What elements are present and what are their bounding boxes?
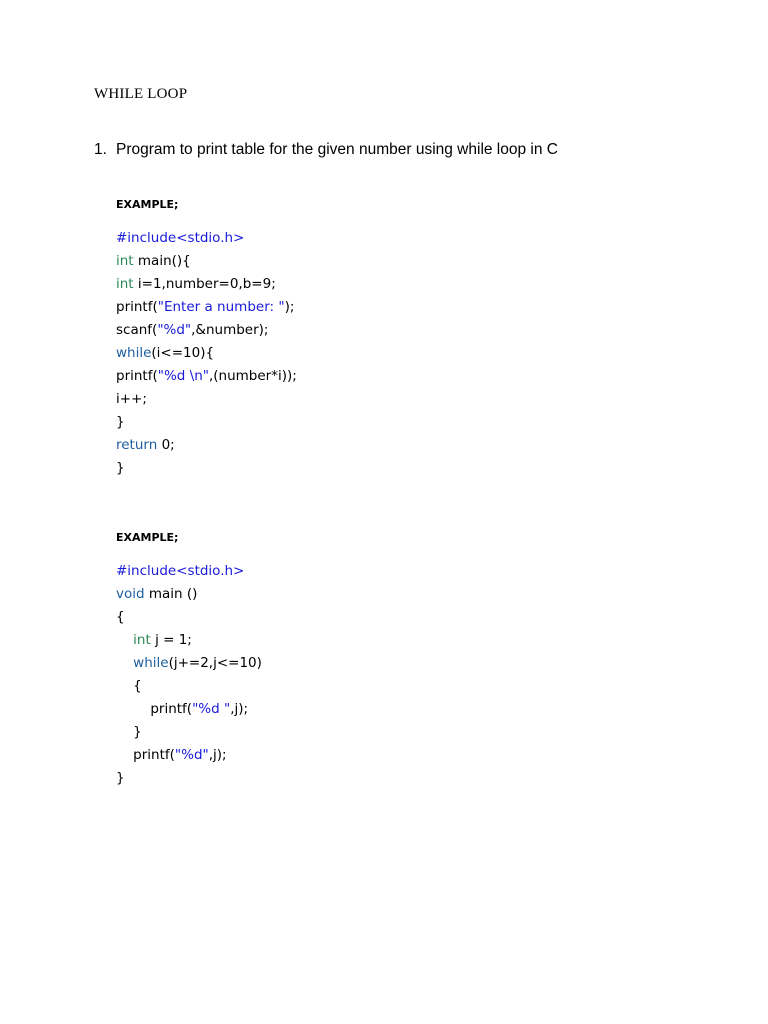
code-line — [116, 675, 262, 698]
code-line — [116, 342, 297, 365]
page-title: WHILE LOOP — [94, 86, 188, 102]
code-token: #include<stdio.h> — [116, 230, 245, 246]
code-block-2 — [116, 560, 262, 790]
list-item-text: Program to print table for the given number using while loop in C — [116, 141, 558, 158]
code-line — [116, 434, 297, 457]
code-token: "%d " — [192, 701, 231, 717]
code-token: ,(number*i)); — [208, 368, 297, 384]
code-token: #include<stdio.h> — [116, 563, 245, 579]
code-line — [116, 744, 262, 767]
code-token: ,j); — [230, 701, 249, 717]
code-token: "%d \n" — [157, 368, 209, 384]
code-line — [116, 767, 262, 790]
code-line — [116, 457, 297, 480]
code-token: 0; — [157, 437, 175, 453]
code-token: (j+=2,j<=10) — [168, 655, 262, 671]
code-token — [116, 632, 133, 648]
code-token: "Enter a number: " — [157, 299, 285, 315]
code-token: { — [116, 609, 125, 625]
code-line — [116, 319, 297, 342]
code-token: { — [116, 678, 142, 694]
example-label-1: EXAMPLE; — [116, 198, 179, 211]
code-token: } — [116, 460, 125, 476]
code-token: printf( — [116, 701, 193, 717]
code-token — [116, 655, 133, 671]
code-token: j = 1; — [150, 632, 192, 648]
code-token: void — [116, 586, 145, 602]
code-token: int — [116, 253, 134, 269]
code-token: scanf( — [116, 322, 158, 338]
code-token: ,&number); — [191, 322, 269, 338]
code-line — [116, 227, 297, 250]
code-token: i++; — [116, 391, 147, 407]
code-token: } — [116, 724, 142, 740]
code-token: ,j); — [208, 747, 227, 763]
code-token: while — [116, 345, 152, 361]
code-line — [116, 652, 262, 675]
code-line — [116, 721, 262, 744]
code-token: printf( — [116, 368, 158, 384]
example-label-2: EXAMPLE; — [116, 531, 179, 544]
code-line — [116, 583, 262, 606]
code-line — [116, 606, 262, 629]
code-line — [116, 250, 297, 273]
code-line — [116, 560, 262, 583]
code-line — [116, 296, 297, 319]
code-token: } — [116, 770, 125, 786]
code-token: ); — [284, 299, 295, 315]
code-token: printf( — [116, 747, 175, 763]
code-token: "%d" — [174, 747, 209, 763]
code-token: return — [116, 437, 158, 453]
code-token: int — [116, 276, 134, 292]
code-line — [116, 273, 297, 296]
list-item — [94, 141, 558, 159]
code-token: (i<=10){ — [151, 345, 215, 361]
code-line — [116, 698, 262, 721]
code-token: main () — [144, 586, 198, 602]
code-block-1 — [116, 227, 297, 480]
code-line — [116, 411, 297, 434]
code-line — [116, 365, 297, 388]
list-number: 1. — [94, 141, 107, 158]
code-token: } — [116, 414, 125, 430]
code-token: printf( — [116, 299, 158, 315]
code-token: while — [133, 655, 169, 671]
code-line — [116, 629, 262, 652]
code-token: i=1,number=0,b=9; — [133, 276, 276, 292]
code-token: main(){ — [133, 253, 191, 269]
code-token: int — [133, 632, 151, 648]
code-line — [116, 388, 297, 411]
code-token: "%d" — [157, 322, 192, 338]
